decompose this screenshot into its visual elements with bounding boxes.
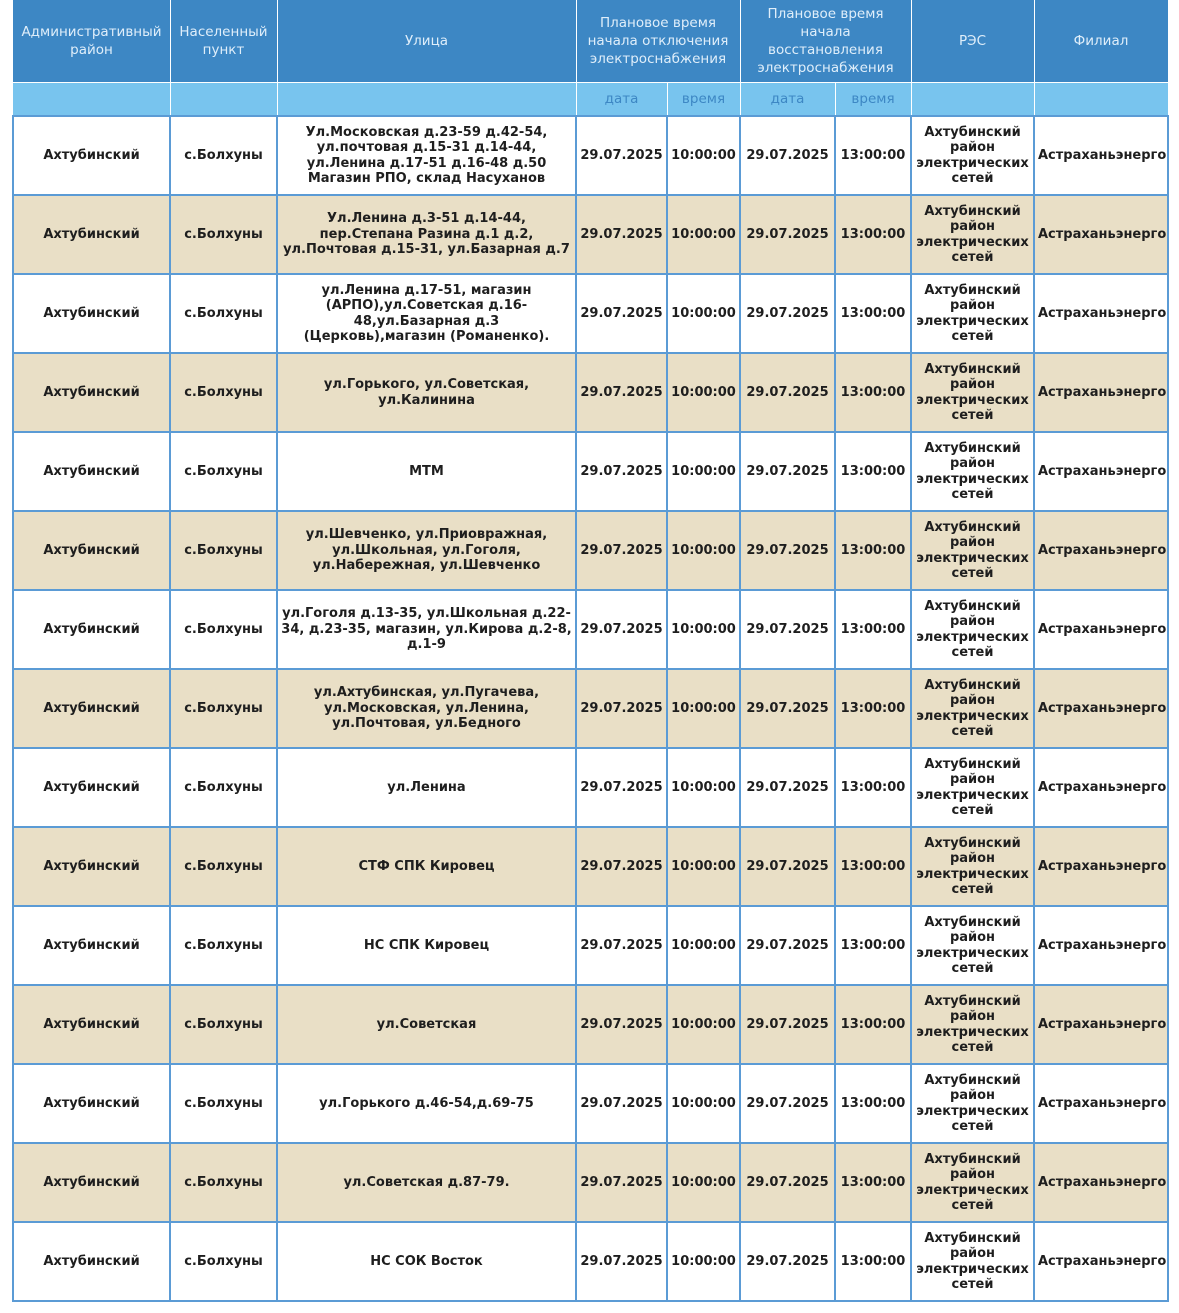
cell-restore-date: 29.07.2025: [740, 511, 835, 590]
cell-district: Ахтубинский: [13, 827, 170, 906]
cell-restore-date: 29.07.2025: [740, 748, 835, 827]
cell-res: Ахтубинский район электрических сетей: [911, 827, 1034, 906]
cell-district: Ахтубинский: [13, 116, 170, 195]
cell-restore-date: 29.07.2025: [740, 985, 835, 1064]
cell-restore-date: 29.07.2025: [740, 1064, 835, 1143]
cell-restore-time: 13:00:00: [835, 274, 911, 353]
cell-restore-time: 13:00:00: [835, 669, 911, 748]
cell-locality: с.Болхуны: [170, 353, 277, 432]
cell-res: Ахтубинский район электрических сетей: [911, 669, 1034, 748]
subheader-empty: [1034, 83, 1168, 117]
cell-res: Ахтубинский район электрических сетей: [911, 906, 1034, 985]
cell-district: Ахтубинский: [13, 906, 170, 985]
cell-street: ул.Гоголя д.13-35, ул.Школьная д.22-34, д.23-35, магазин, ул.Кирова д.2-8, д.1-9: [277, 590, 576, 669]
cell-outage-date: 29.07.2025: [576, 511, 667, 590]
table-row: [13, 432, 1168, 511]
cell-street: Ул.Ленина д.3-51 д.14-44, пер.Степана Разина д.1 д.2, ул.Почтовая д.15-31, ул.Базарная д.7: [277, 195, 576, 274]
cell-locality: с.Болхуны: [170, 669, 277, 748]
cell-outage-date: 29.07.2025: [576, 353, 667, 432]
cell-branch: Астраханьэнерго: [1034, 353, 1168, 432]
cell-street: ул.Шевченко, ул.Приовражная, ул.Школьная, ул.Гоголя, ул.Набережная, ул.Шевченко: [277, 511, 576, 590]
cell-street: Ул.Московская д.23-59 д.42-54, ул.почтовая д.15-31 д.14-44, ул.Ленина д.17-51 д.16-48 д.50 Магазин РПО, склад Насуханов: [277, 116, 576, 195]
cell-outage-time: 10:00:00: [667, 511, 740, 590]
table-body: [13, 116, 1168, 1301]
cell-locality: с.Болхуны: [170, 274, 277, 353]
cell-restore-date: 29.07.2025: [740, 906, 835, 985]
cell-district: Ахтубинский: [13, 1064, 170, 1143]
cell-branch: Астраханьэнерго: [1034, 274, 1168, 353]
cell-district: Ахтубинский: [13, 274, 170, 353]
cell-outage-date: 29.07.2025: [576, 1222, 667, 1301]
cell-res: Ахтубинский район электрических сетей: [911, 274, 1034, 353]
table-row: [13, 274, 1168, 353]
cell-district: Ахтубинский: [13, 748, 170, 827]
cell-locality: с.Болхуны: [170, 195, 277, 274]
cell-res: Ахтубинский район электрических сетей: [911, 1143, 1034, 1222]
table-row: [13, 748, 1168, 827]
cell-outage-time: 10:00:00: [667, 274, 740, 353]
cell-outage-date: 29.07.2025: [576, 985, 667, 1064]
cell-outage-date: 29.07.2025: [576, 590, 667, 669]
subheader-empty: [277, 83, 576, 117]
cell-street: ул.Ленина: [277, 748, 576, 827]
cell-res: Ахтубинский район электрических сетей: [911, 195, 1034, 274]
table-row: [13, 906, 1168, 985]
cell-district: Ахтубинский: [13, 1222, 170, 1301]
cell-restore-time: 13:00:00: [835, 985, 911, 1064]
cell-res: Ахтубинский район электрических сетей: [911, 116, 1034, 195]
cell-branch: Астраханьэнерго: [1034, 985, 1168, 1064]
cell-outage-time: 10:00:00: [667, 669, 740, 748]
subheader-restore-date: дата: [740, 83, 835, 117]
subheader-outage-time: время: [667, 83, 740, 117]
cell-locality: с.Болхуны: [170, 827, 277, 906]
cell-street: ул.Ленина д.17-51, магазин (АРПО),ул.Советская д.16-48,ул.Базарная д.3 (Церковь),магазин (Романенко).: [277, 274, 576, 353]
cell-branch: Астраханьэнерго: [1034, 1143, 1168, 1222]
cell-restore-date: 29.07.2025: [740, 274, 835, 353]
cell-outage-time: 10:00:00: [667, 985, 740, 1064]
cell-outage-time: 10:00:00: [667, 1143, 740, 1222]
cell-restore-time: 13:00:00: [835, 1143, 911, 1222]
cell-restore-time: 13:00:00: [835, 116, 911, 195]
cell-locality: с.Болхуны: [170, 432, 277, 511]
cell-district: Ахтубинский: [13, 511, 170, 590]
cell-locality: с.Болхуны: [170, 1143, 277, 1222]
header-branch[interactable]: Филиал: [1034, 0, 1168, 83]
outage-table-container: [12, 0, 1167, 1302]
table-header: [13, 0, 1168, 116]
cell-street: ул.Горького д.46-54,д.69-75: [277, 1064, 576, 1143]
cell-restore-time: 13:00:00: [835, 511, 911, 590]
cell-district: Ахтубинский: [13, 353, 170, 432]
cell-restore-time: 13:00:00: [835, 195, 911, 274]
cell-district: Ахтубинский: [13, 985, 170, 1064]
cell-outage-time: 10:00:00: [667, 432, 740, 511]
table-row: [13, 353, 1168, 432]
cell-street: НС СПК Кировец: [277, 906, 576, 985]
cell-restore-date: 29.07.2025: [740, 195, 835, 274]
cell-locality: с.Болхуны: [170, 985, 277, 1064]
cell-outage-time: 10:00:00: [667, 116, 740, 195]
cell-restore-date: 29.07.2025: [740, 432, 835, 511]
cell-locality: с.Болхуны: [170, 511, 277, 590]
cell-outage-time: 10:00:00: [667, 906, 740, 985]
cell-res: Ахтубинский район электрических сетей: [911, 590, 1034, 669]
header-row: [13, 0, 1168, 83]
table-row: [13, 669, 1168, 748]
cell-res: Ахтубинский район электрических сетей: [911, 1222, 1034, 1301]
cell-street: ул.Горького, ул.Советская, ул.Калинина: [277, 353, 576, 432]
cell-district: Ахтубинский: [13, 195, 170, 274]
cell-outage-date: 29.07.2025: [576, 669, 667, 748]
cell-outage-date: 29.07.2025: [576, 827, 667, 906]
cell-district: Ахтубинский: [13, 432, 170, 511]
cell-street: МТМ: [277, 432, 576, 511]
cell-outage-time: 10:00:00: [667, 195, 740, 274]
header-district[interactable]: Административный район: [13, 0, 170, 83]
cell-street: СТФ СПК Кировец: [277, 827, 576, 906]
cell-restore-date: 29.07.2025: [740, 669, 835, 748]
cell-street: ул.Советская д.87-79.: [277, 1143, 576, 1222]
cell-outage-time: 10:00:00: [667, 827, 740, 906]
cell-res: Ахтубинский район электрических сетей: [911, 511, 1034, 590]
cell-restore-time: 13:00:00: [835, 827, 911, 906]
cell-branch: Астраханьэнерго: [1034, 748, 1168, 827]
cell-outage-date: 29.07.2025: [576, 748, 667, 827]
cell-res: Ахтубинский район электрических сетей: [911, 1064, 1034, 1143]
cell-restore-date: 29.07.2025: [740, 1222, 835, 1301]
cell-res: Ахтубинский район электрических сетей: [911, 432, 1034, 511]
cell-outage-time: 10:00:00: [667, 748, 740, 827]
cell-res: Ахтубинский район электрических сетей: [911, 985, 1034, 1064]
cell-restore-time: 13:00:00: [835, 353, 911, 432]
cell-locality: с.Болхуны: [170, 116, 277, 195]
cell-restore-date: 29.07.2025: [740, 827, 835, 906]
cell-res: Ахтубинский район электрических сетей: [911, 353, 1034, 432]
table-row: [13, 827, 1168, 906]
cell-street: НС СОК Восток: [277, 1222, 576, 1301]
cell-restore-time: 13:00:00: [835, 432, 911, 511]
cell-locality: с.Болхуны: [170, 1222, 277, 1301]
cell-branch: Астраханьэнерго: [1034, 195, 1168, 274]
cell-branch: Астраханьэнерго: [1034, 116, 1168, 195]
header-locality[interactable]: Населенный пункт: [170, 0, 277, 83]
cell-district: Ахтубинский: [13, 669, 170, 748]
outage-schedule-table: [12, 0, 1169, 1302]
cell-branch: Астраханьэнерго: [1034, 1222, 1168, 1301]
subheader-outage-date: дата: [576, 83, 667, 117]
cell-locality: с.Болхуны: [170, 906, 277, 985]
subheader-empty: [911, 83, 1034, 117]
cell-res: Ахтубинский район электрических сетей: [911, 748, 1034, 827]
cell-restore-date: 29.07.2025: [740, 590, 835, 669]
cell-restore-date: 29.07.2025: [740, 353, 835, 432]
cell-street: ул.Ахтубинская, ул.Пугачева, ул.Московская, ул.Ленина, ул.Почтовая, ул.Бедного: [277, 669, 576, 748]
header-street[interactable]: Улица: [277, 0, 576, 83]
cell-outage-time: 10:00:00: [667, 1222, 740, 1301]
table-row: [13, 1064, 1168, 1143]
table-row: [13, 511, 1168, 590]
cell-outage-time: 10:00:00: [667, 353, 740, 432]
cell-locality: с.Болхуны: [170, 590, 277, 669]
cell-outage-time: 10:00:00: [667, 1064, 740, 1143]
cell-branch: Астраханьэнерго: [1034, 669, 1168, 748]
cell-street: ул.Советская: [277, 985, 576, 1064]
subheader-empty: [170, 83, 277, 117]
table-row: [13, 1222, 1168, 1301]
cell-outage-date: 29.07.2025: [576, 116, 667, 195]
cell-outage-date: 29.07.2025: [576, 195, 667, 274]
cell-outage-date: 29.07.2025: [576, 906, 667, 985]
table-row: [13, 1143, 1168, 1222]
cell-branch: Астраханьэнерго: [1034, 511, 1168, 590]
subheader-restore-time: время: [835, 83, 911, 117]
cell-restore-date: 29.07.2025: [740, 1143, 835, 1222]
table-row: [13, 985, 1168, 1064]
cell-branch: Астраханьэнерго: [1034, 906, 1168, 985]
cell-restore-time: 13:00:00: [835, 1222, 911, 1301]
header-restore-start[interactable]: Плановое время начала восстановления электроснабжения: [740, 0, 911, 83]
cell-outage-date: 29.07.2025: [576, 274, 667, 353]
table-row: [13, 195, 1168, 274]
cell-restore-time: 13:00:00: [835, 590, 911, 669]
cell-restore-time: 13:00:00: [835, 906, 911, 985]
table-row: [13, 116, 1168, 195]
cell-branch: Астраханьэнерго: [1034, 432, 1168, 511]
subheader-row: [13, 83, 1168, 117]
header-res[interactable]: РЭС: [911, 0, 1034, 83]
cell-branch: Астраханьэнерго: [1034, 1064, 1168, 1143]
cell-branch: Астраханьэнерго: [1034, 590, 1168, 669]
cell-locality: с.Болхуны: [170, 1064, 277, 1143]
cell-outage-time: 10:00:00: [667, 590, 740, 669]
cell-district: Ахтубинский: [13, 590, 170, 669]
cell-branch: Астраханьэнерго: [1034, 827, 1168, 906]
header-outage-start[interactable]: Плановое время начала отключения электроснабжения: [576, 0, 740, 83]
cell-locality: с.Болхуны: [170, 748, 277, 827]
cell-restore-date: 29.07.2025: [740, 116, 835, 195]
cell-outage-date: 29.07.2025: [576, 1143, 667, 1222]
cell-outage-date: 29.07.2025: [576, 1064, 667, 1143]
subheader-empty: [13, 83, 170, 117]
cell-outage-date: 29.07.2025: [576, 432, 667, 511]
cell-restore-time: 13:00:00: [835, 1064, 911, 1143]
cell-restore-time: 13:00:00: [835, 748, 911, 827]
table-row: [13, 590, 1168, 669]
cell-district: Ахтубинский: [13, 1143, 170, 1222]
